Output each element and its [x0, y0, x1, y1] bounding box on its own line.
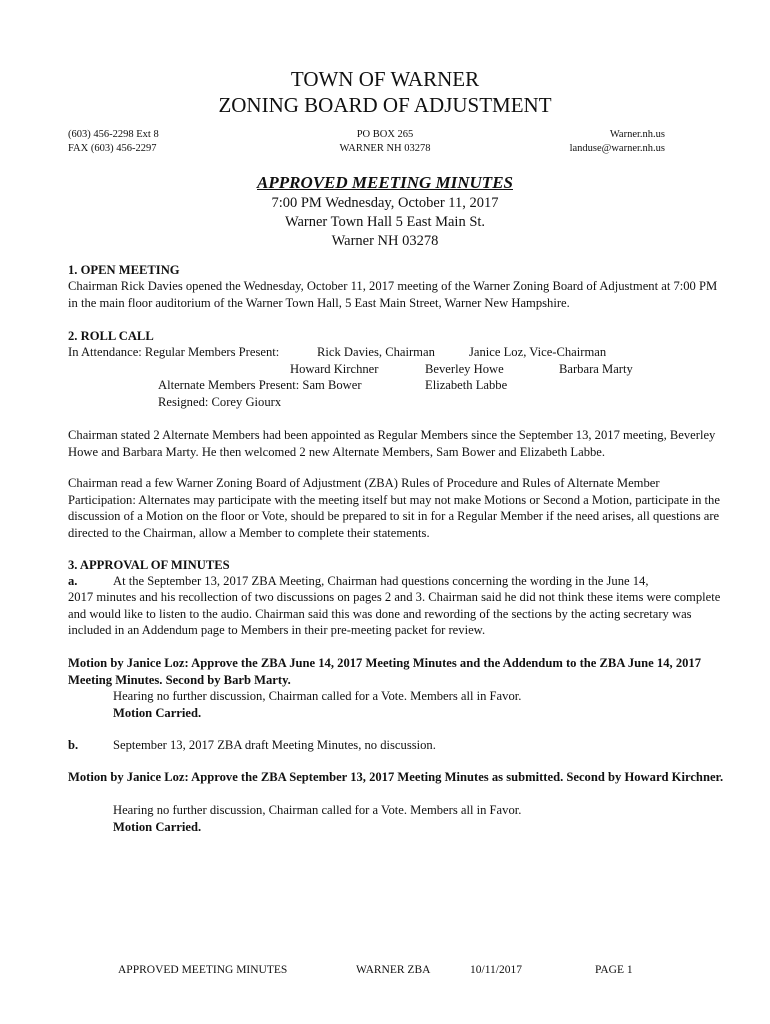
- meeting-city: Warner NH 03278: [331, 233, 439, 249]
- motion-2: Motion by Janice Loz: Approve the ZBA September 13, 2017 Meeting Minutes as submitted. Second by Howard Kirchner.: [68, 770, 724, 784]
- member-barbara-marty: Barbara Marty: [559, 362, 633, 376]
- town-title: TOWN OF WARNER: [290, 67, 480, 91]
- footer-page-number: PAGE 1: [595, 964, 633, 976]
- attendance-label: In Attendance: Regular Members Present:: [68, 345, 280, 359]
- minutes-heading: APPROVED MEETING MINUTES: [257, 173, 513, 192]
- meeting-location: Warner Town Hall 5 East Main St.: [284, 214, 486, 230]
- item-a-first-line: At the September 13, 2017 ZBA Meeting, Chairman had questions concerning the wording in the June 14,: [113, 574, 649, 588]
- member-beverley-howe: Beverley Howe: [425, 362, 504, 376]
- item-a-body: 2017 minutes and his recollection of two discussions on pages 2 and 3. Chairman said he did not think these items were complete and would like to listen to the audio. Chairman said this was done and rewording of the sections by the acting secretary was included in an Addendum page to Members in their pre-meeting packet for review.: [68, 590, 721, 637]
- motion-1: Motion by Janice Loz: Approve the ZBA June 14, 2017 Meeting Minutes and the Addendum to the ZBA June 14, 2017 Meeting Minutes. Second by Barb Marty.: [68, 656, 702, 687]
- section-open-body: Chairman Rick Davies opened the Wednesday, October 11, 2017 meeting of the Warner Zoning Board of Adjustment at 7:00 PM in the main floor auditorium of the Warner Town Hall, 5 East Main Street, Warner New Hampshire.: [68, 279, 718, 310]
- email: landuse@warner.nh.us: [569, 143, 665, 154]
- item-b-text: September 13, 2017 ZBA draft Meeting Minutes, no discussion.: [113, 738, 436, 752]
- website: Warner.nh.us: [609, 129, 665, 140]
- vote-1: Hearing no further discussion, Chairman called for a Vote. Members all in Favor.: [113, 689, 522, 703]
- item-a-label: a.: [68, 574, 78, 588]
- board-title: ZONING BOARD OF ADJUSTMENT: [218, 93, 552, 117]
- motion-2-carried: Motion Carried.: [113, 820, 202, 834]
- vote-2: Hearing no further discussion, Chairman called for a Vote. Members all in Favor.: [113, 803, 522, 817]
- alternate-elizabeth-labbe: Elizabeth Labbe: [425, 378, 508, 392]
- meeting-time-date: 7:00 PM Wednesday, October 11, 2017: [271, 195, 499, 211]
- phone-number: (603) 456-2298 Ext 8: [68, 129, 159, 140]
- footer-doc-title: APPROVED MEETING MINUTES: [118, 964, 288, 976]
- section-open-heading: 1. OPEN MEETING: [68, 263, 180, 277]
- roll-call-paragraph-1: Chairman stated 2 Alternate Members had been appointed as Regular Members since the September 13, 2017 meeting, Beverley Howe and Barbara Marty. He then welcomed 2 new Alternate Members, Sam Bower and Elizabeth Labbe.: [68, 428, 716, 459]
- section-roll-heading: 2. ROLL CALL: [68, 329, 154, 343]
- footer-org: WARNER ZBA: [356, 964, 431, 976]
- roll-call-paragraph-2: Chairman read a few Warner Zoning Board of Adjustment (ZBA) Rules of Procedure and Rules of Alternate Member Participation: Alternates may participate with the meeting itself but may not make Motions or Second a Motion, participate in the discussion of a Motion on the floor or Vote, should be prepared to sit in for a Regular Member if the need arises, all questions are directed to the Chairman, allow a Member to complete their statements.: [68, 476, 720, 540]
- resigned-member: Resigned: Corey Giourx: [158, 395, 282, 409]
- item-b-label: b.: [68, 738, 79, 752]
- footer-date: 10/11/2017: [470, 964, 522, 976]
- member-howard-kirchner: Howard Kirchner: [290, 362, 379, 376]
- alternate-label: Alternate Members Present: Sam Bower: [158, 378, 362, 392]
- contact-web-block: [570, 128, 665, 156]
- motion-1-carried: Motion Carried.: [113, 706, 202, 720]
- address-city: WARNER NH 03278: [339, 143, 431, 154]
- member-janice-loz: Janice Loz, Vice-Chairman: [469, 345, 607, 359]
- fax-number: FAX (603) 456-2297: [68, 143, 157, 154]
- po-box: PO BOX 265: [356, 129, 414, 140]
- member-rick-davies: Rick Davies, Chairman: [317, 345, 435, 359]
- section-approval-heading: 3. APPROVAL OF MINUTES: [68, 558, 230, 572]
